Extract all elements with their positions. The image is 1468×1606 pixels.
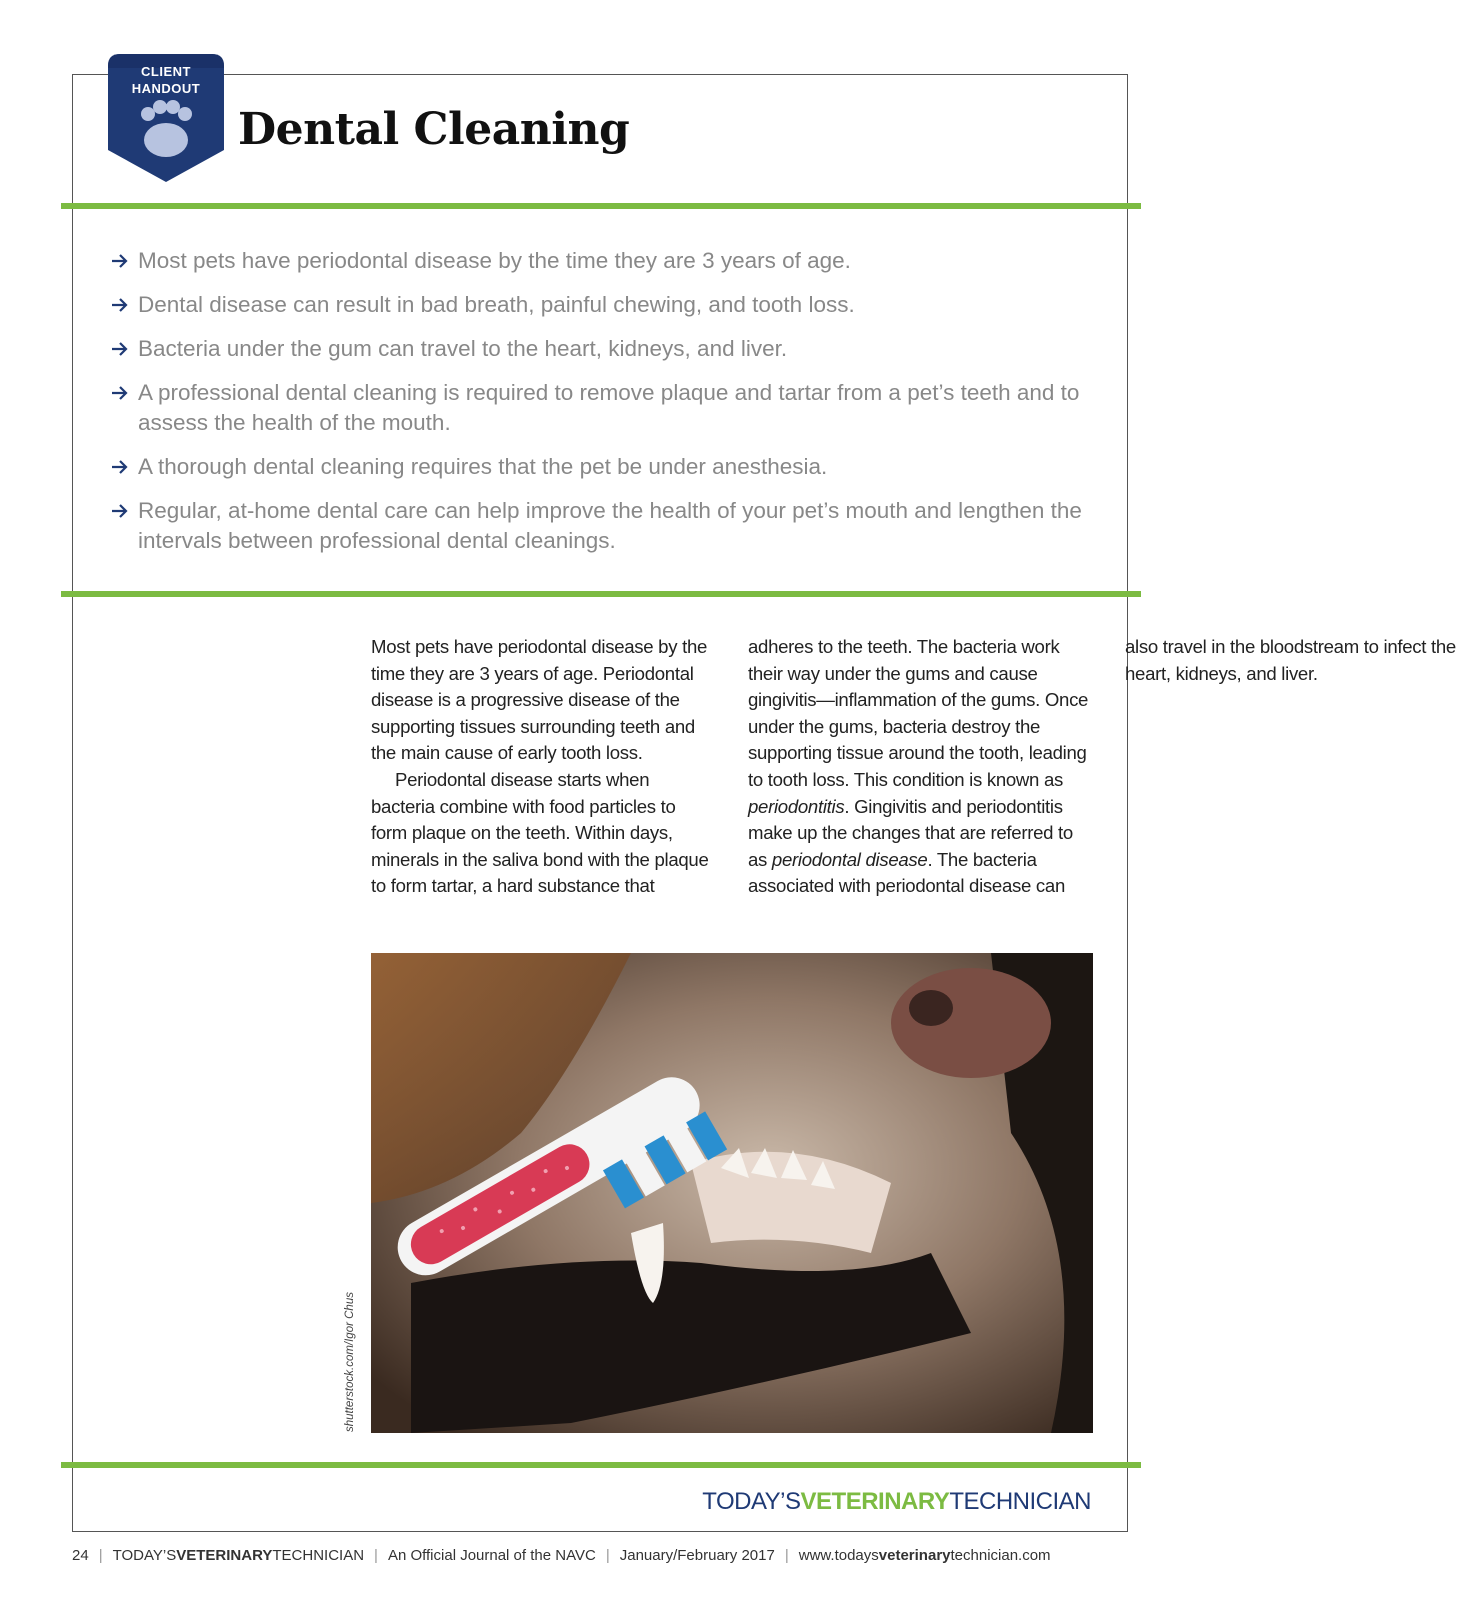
logo-part: VETERINARY <box>800 1488 950 1515</box>
term-periodontal-disease: periodontal disease <box>771 848 928 870</box>
key-point <box>110 334 1110 364</box>
paragraph-2-text: . The bacteria associated with periodontal disease can also travel in the bloodstream to infect the heart, kidneys, and liver. <box>748 636 1456 897</box>
divider-middle <box>61 591 1141 597</box>
badge-line-1: CLIENT <box>141 64 191 79</box>
url-part: www.todays <box>798 1547 879 1564</box>
footer-journal <box>113 1547 364 1564</box>
arrow-right-icon <box>110 296 130 314</box>
journal-part: TECHNICIAN <box>272 1547 365 1564</box>
dog-toothbrush-photo <box>371 953 1093 1433</box>
footer-tagline: An Official Journal of the NAVC <box>387 1547 596 1564</box>
page-title: Dental Cleaning <box>238 104 630 155</box>
logo-part: TECHNICIAN <box>949 1488 1091 1515</box>
key-point-text: A thorough dental cleaning requires that the pet be under anesthesia. <box>138 454 828 479</box>
arrow-right-icon <box>110 458 130 476</box>
key-point <box>110 378 1110 438</box>
key-point-text: Regular, at-home dental care can help improve the health of your pet’s mouth and lengthen the intervals between professional dental cleanings. <box>138 498 1082 553</box>
key-point-text: Dental disease can result in bad breath, painful chewing, and tooth loss. <box>138 292 855 317</box>
key-point <box>110 496 1110 556</box>
page-footer: 24 | TODAY’SVETERINARYTECHNICIAN | An Official Journal of the NAVC | January/February 2017 | www.todaysveterinarytechnician.com <box>72 1547 1051 1564</box>
page-number: 24 <box>72 1547 89 1564</box>
arrow-right-icon <box>110 384 130 402</box>
paragraph-1: Most pets have periodontal disease by the time they are 3 years of age. Periodontal disease is a progressive disease of the supporting tissues surrounding teeth and the main cause of early tooth loss. <box>371 636 708 764</box>
arrow-right-icon <box>110 502 130 520</box>
logo-part: TODAY’S <box>702 1488 801 1515</box>
arrow-right-icon <box>110 340 130 358</box>
term-periodontitis: periodontitis <box>748 795 845 817</box>
key-point-text: A professional dental cleaning is required to remove plaque and tartar from a pet’s teeth and to assess the health of the mouth. <box>138 380 1080 435</box>
badge-label <box>96 63 236 97</box>
footer-url[interactable] <box>799 1547 1051 1564</box>
journal-part: TODAY’S <box>112 1547 177 1564</box>
photo-illustration <box>371 953 1093 1433</box>
paragraph-2-text: Periodontal disease starts when bacteria combine with food particles to form plaque on the teeth. Within days, minerals in the saliva bond with the plaque to form tartar, a hard substance that adheres to the teeth. The bacteria work their way under the gums and cause gingivitis—inflammation of the gums. Once under the gums, bacteria destroy the supporting tissue around the tooth, leading to tooth loss. This condition is known as <box>371 636 1089 897</box>
key-points-list <box>110 246 1110 570</box>
badge-line-2: HANDOUT <box>131 81 201 96</box>
photo-credit: shutterstock.com/Igor Chus <box>344 1292 356 1432</box>
key-point <box>110 246 1110 276</box>
divider-bottom <box>61 1462 1141 1468</box>
key-point-text: Bacteria under the gum can travel to the heart, kidneys, and liver. <box>138 336 788 361</box>
article-body <box>371 634 1456 924</box>
footer-issue: January/February 2017 <box>619 1547 775 1564</box>
url-part: veterinary <box>878 1547 951 1564</box>
publication-logo <box>702 1488 1091 1516</box>
key-point <box>110 452 1110 482</box>
journal-part: VETERINARY <box>176 1547 273 1564</box>
url-part: technician.com <box>950 1547 1051 1564</box>
arrow-right-icon <box>110 252 130 270</box>
key-point-text: Most pets have periodontal disease by the time they are 3 years of age. <box>138 248 851 273</box>
paragraph-2-text: . Gingivitis and periodontitis make up the changes that are referred to as <box>748 795 1073 870</box>
divider-top <box>61 203 1141 209</box>
key-point <box>110 290 1110 320</box>
